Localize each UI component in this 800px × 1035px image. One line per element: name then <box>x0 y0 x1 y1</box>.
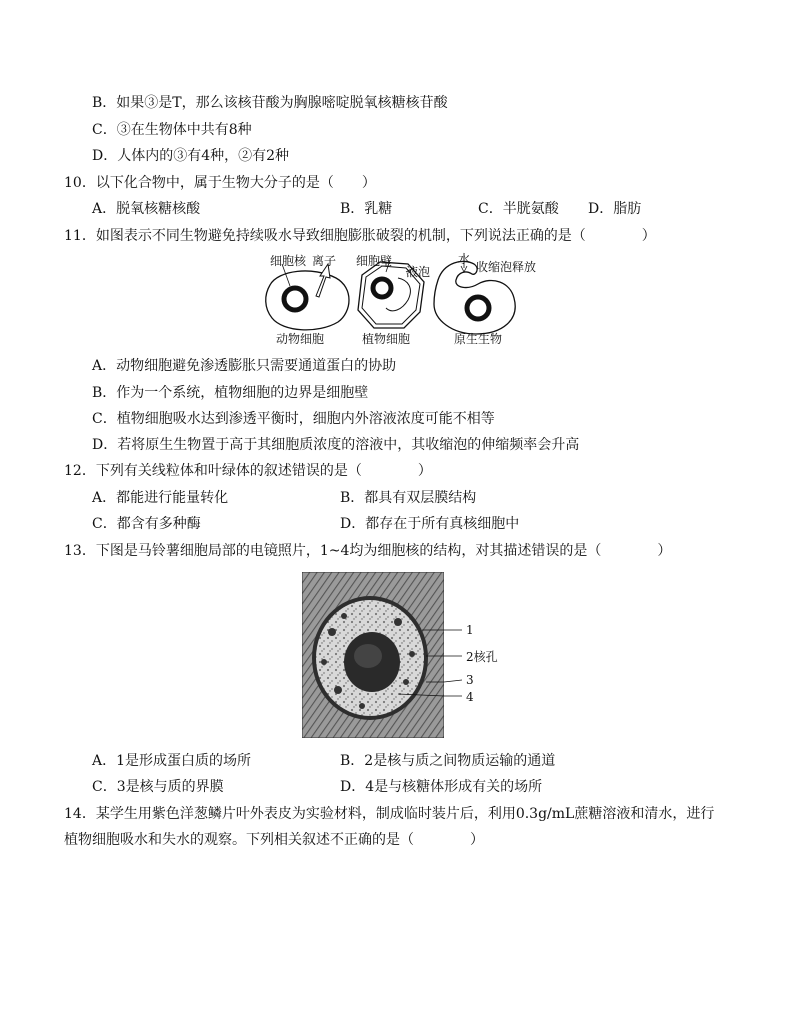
q11-stem: 11．如图表示不同生物避免持续吸水导致细胞膨胀破裂的机制，下列说法正确的是（ ） <box>64 228 656 244</box>
caption-animal: 动物细胞 <box>276 332 325 346</box>
q10-option-c: C．半胱氨酸 <box>478 201 559 217</box>
q13-option-d: D．4是与核糖体形成有关的场所 <box>340 779 543 795</box>
em-label-4: 4 <box>466 690 474 704</box>
q9-option-c: C．③在生物体中共有8种 <box>92 122 252 138</box>
em-label-2: 2核孔 <box>466 650 498 664</box>
label-contractile-vacuole: 收缩泡释放 <box>476 260 537 274</box>
label-water: 水 <box>458 252 471 266</box>
q12-option-a: A．都能进行能量转化 <box>92 490 229 506</box>
animal-cell <box>266 264 349 330</box>
q11-option-c: C．植物细胞吸水达到渗透平衡时，细胞内外溶液浓度可能不相等 <box>92 411 495 427</box>
q11-option-d: D．若将原生生物置于高于其细胞质浓度的溶液中，其收缩泡的伸缩频率会升高 <box>92 437 580 453</box>
caption-plant: 植物细胞 <box>362 332 411 346</box>
q13-leader-lines <box>444 620 464 710</box>
q9-option-d: D．人体内的③有4种，②有2种 <box>92 148 290 164</box>
q10-stem: 10．以下化合物中，属于生物大分子的是（ ） <box>64 175 376 191</box>
em-label-1: 1 <box>466 623 474 637</box>
q13-option-c: C．3是核与质的界膜 <box>92 779 224 795</box>
q12-option-c: C．都含有多种酶 <box>92 516 201 532</box>
label-nucleus: 细胞核 <box>270 254 307 268</box>
q14-stem-line1: 14．某学生用紫色洋葱鳞片叶外表皮为实验材料，制成临时装片后，利用0.3g/mL蔗糖溶液和清水，进行 <box>64 806 715 822</box>
q13-stem: 13．下图是马铃薯细胞局部的电镜照片，1~4均为细胞核的结构，对其描述错误的是（ ） <box>64 543 672 559</box>
q10-option-d: D．脂肪 <box>588 201 642 217</box>
caption-protist: 原生生物 <box>454 332 503 346</box>
label-cell-wall: 细胞壁 <box>356 254 393 268</box>
q12-option-b: B．都具有双层膜结构 <box>340 490 477 506</box>
q10-option-a: A．脱氧核糖核酸 <box>92 201 201 217</box>
q12-option-d: D．都存在于所有真核细胞中 <box>340 516 520 532</box>
q13-option-a: A．1是形成蛋白质的场所 <box>92 753 252 769</box>
label-vacuole: 液泡 <box>406 265 431 279</box>
q12-stem: 12．下列有关线粒体和叶绿体的叙述错误的是（ ） <box>64 463 432 479</box>
q10-option-b: B．乳糖 <box>340 201 393 217</box>
q13-option-b: B．2是核与质之间物质运输的通道 <box>340 753 556 769</box>
label-ion: 离子 <box>312 254 337 268</box>
q13-em-photo <box>302 572 444 738</box>
q9-option-b: B．如果③是T，那么该核苷酸为胸腺嘧啶脱氧核糖核苷酸 <box>92 95 448 111</box>
q14-stem-line2: 植物细胞吸水和失水的观察。下列相关叙述不正确的是（ ） <box>64 832 484 848</box>
em-label-3: 3 <box>466 673 474 687</box>
q11-option-a: A．动物细胞避免渗透膨胀只需要通道蛋白的协助 <box>92 358 397 374</box>
q11-option-b: B．作为一个系统，植物细胞的边界是细胞壁 <box>92 385 369 401</box>
